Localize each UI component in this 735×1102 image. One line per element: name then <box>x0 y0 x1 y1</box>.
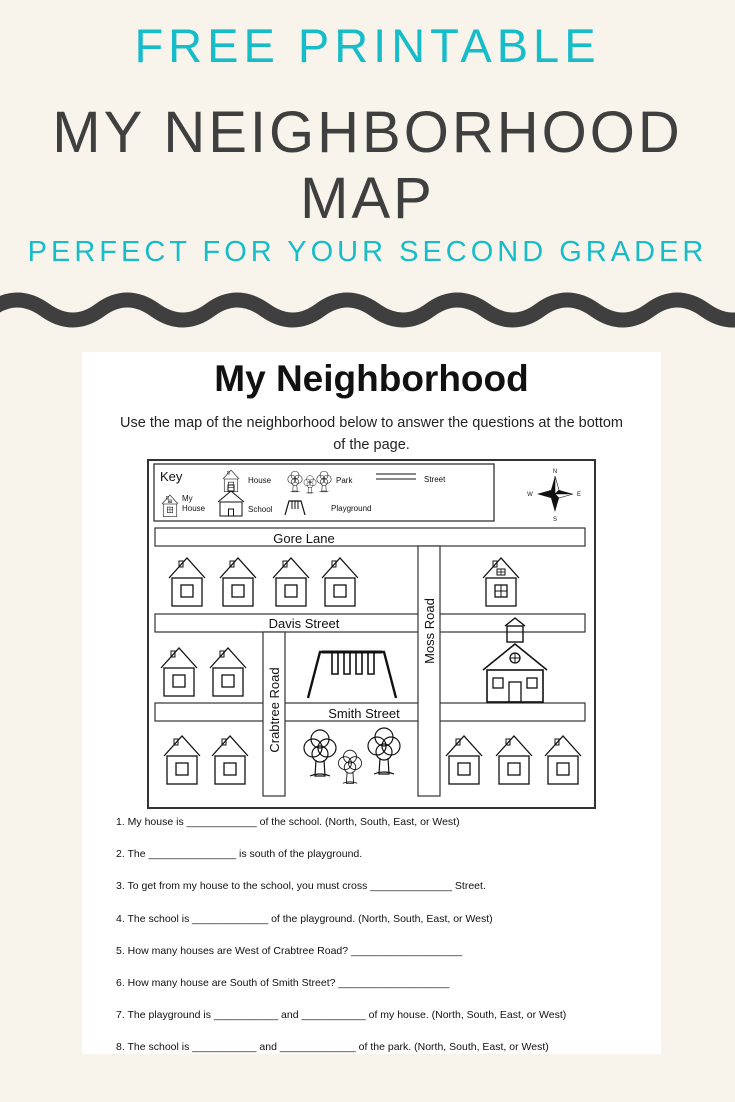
key-house-icon <box>223 470 239 492</box>
compass-south: S <box>552 517 558 523</box>
key-street-label: Street <box>424 475 446 484</box>
header-free-printable: FREE PRINTABLE <box>134 19 601 72</box>
compass-north: N <box>552 469 558 475</box>
house-icon <box>161 648 197 696</box>
wave-divider <box>0 285 735 335</box>
playground-swing-icon <box>308 652 396 698</box>
question-2: 2. The _______________ is south of the playground. <box>116 848 363 860</box>
compass-west: W <box>527 492 533 498</box>
question-1: 1. My house is ____________ of the school. (North, South, East, or West) <box>116 816 460 828</box>
key-my-house-label-1: My <box>182 494 193 503</box>
question-3: 3. To get from my house to the school, you must cross ______________ Street. <box>116 880 486 892</box>
question-5: 5. How many houses are West of Crabtree Road? ___________________ <box>116 945 462 957</box>
compass-east: E <box>576 492 582 498</box>
street-smith-label: Smith Street <box>328 706 400 721</box>
street-davis-label: Davis Street <box>268 616 340 631</box>
street-gore-lane-label: Gore Lane <box>273 531 335 546</box>
park-tree-icon <box>338 750 361 783</box>
street-moss-road-label: Moss Road <box>422 598 437 664</box>
worksheet-instructions: Use the map of the neighborhood below to answer the questions at the bottom of the page. <box>120 415 623 453</box>
key-playground-label: Playground <box>331 504 372 513</box>
key-school-label: School <box>248 505 273 514</box>
key-my-house-icon <box>162 495 178 517</box>
key-park-icon <box>288 471 302 492</box>
house-icon <box>164 736 200 784</box>
key-house-label: House <box>248 476 272 485</box>
my-house-icon <box>483 558 519 606</box>
header-title-line1: MY NEIGHBORHOOD <box>52 100 683 165</box>
compass-icon <box>527 469 581 523</box>
key-my-house-label-2: House <box>182 504 206 513</box>
park-tree-icon <box>368 728 400 774</box>
house-icon <box>545 736 581 784</box>
house-icon <box>212 736 248 784</box>
house-icon <box>446 736 482 784</box>
house-icon <box>169 558 205 606</box>
park-tree-icon <box>304 730 336 776</box>
house-icon <box>496 736 532 784</box>
key-street-icon <box>376 474 416 479</box>
house-icon <box>322 558 358 606</box>
header-main-title <box>0 100 735 232</box>
key-title: Key <box>160 469 183 484</box>
house-icon <box>220 558 256 606</box>
key-school-icon <box>218 485 244 516</box>
street-moss-road <box>418 546 440 796</box>
question-8: 8. The school is ___________ and _____________ of the park. (North, South, East, or West) <box>116 1041 549 1053</box>
header-subtitle: PERFECT FOR YOUR SECOND GRADER <box>27 236 708 268</box>
question-7: 7. The playground is ___________ and ___________ of my house. (North, South, East, or West) <box>116 1009 567 1021</box>
key-park-label: Park <box>336 476 353 485</box>
key-playground-icon <box>285 501 305 515</box>
street-gore-lane <box>155 528 585 546</box>
house-icon <box>210 648 246 696</box>
house-icon <box>273 558 309 606</box>
header-title-line2: MAP <box>300 166 435 231</box>
question-6: 6. How many house are South of Smith Street? ___________________ <box>116 977 450 989</box>
worksheet <box>82 352 661 1054</box>
question-4: 4. The school is _____________ of the playground. (North, South, East, or West) <box>116 913 493 925</box>
worksheet-title: My Neighborhood <box>214 358 529 399</box>
street-crabtree-road-label: Crabtree Road <box>267 667 282 753</box>
